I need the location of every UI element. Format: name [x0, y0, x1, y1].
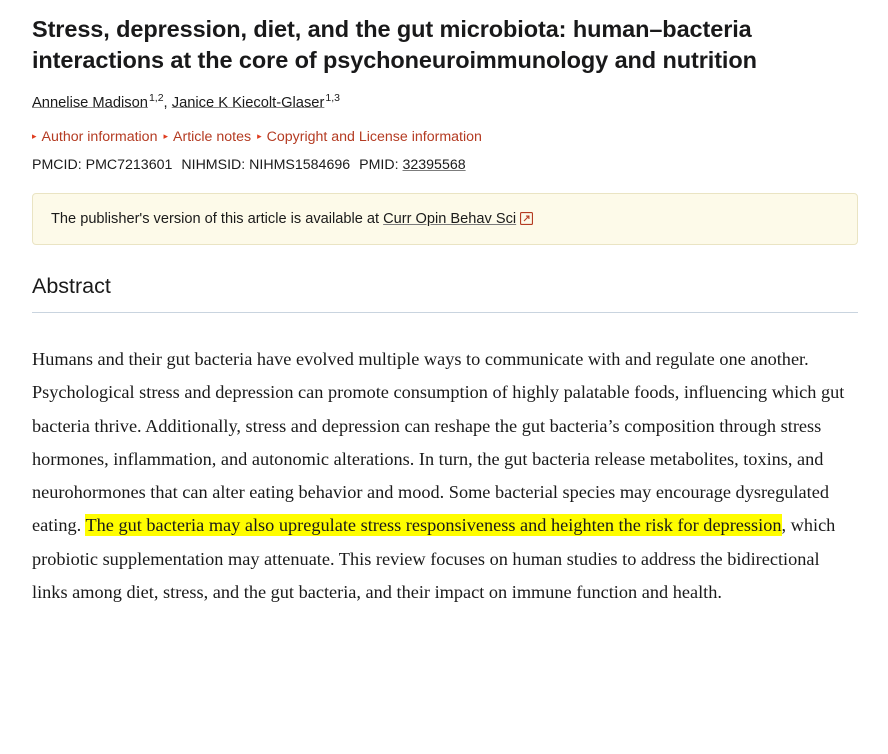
copyright-license-toggle[interactable]: [257, 127, 482, 148]
author-information-label: Author information: [41, 128, 158, 145]
notice-text: The publisher's version of this article is available at: [51, 210, 384, 227]
nihmsid-value: NIHMS1584696: [249, 157, 351, 174]
author-separator: ,: [163, 94, 172, 111]
external-link-icon[interactable]: [520, 211, 533, 231]
pmcid-value: PMC7213601: [85, 157, 173, 174]
author-affiliation-2: 1,3: [325, 91, 340, 104]
author-affiliation-1: 1,2: [148, 91, 164, 104]
meta-links-row: [32, 127, 858, 148]
pmid-label: PMID:: [359, 157, 399, 174]
nihmsid-label: NIHMSID:: [181, 157, 246, 174]
author-link-2[interactable]: Janice K Kiecolt-Glaser: [171, 94, 325, 111]
copyright-license-label: Copyright and License information: [266, 128, 482, 145]
caret-right-icon: ▸: [163, 131, 168, 142]
section-divider: [32, 312, 858, 313]
pmid-link[interactable]: 32395568: [402, 157, 466, 174]
abstract-text: [32, 343, 858, 609]
abstract-part-2: , which probiotic supplementation may attenuate. This review focuses on human studies to address the bidirectional links among diet, stress, and the gut bacteria, and their impact on immune function and health.: [32, 515, 836, 603]
page-title: Stress, depression, diet, and the gut microbiota: human–bacteria interactions at the core of psychoneuroimmunology and nutrition: [32, 16, 757, 74]
pmcid-label: PMCID:: [32, 157, 82, 174]
author-information-toggle[interactable]: [32, 127, 157, 148]
article-notes-label: Article notes: [173, 128, 252, 145]
identifiers-row: [32, 155, 858, 176]
author-link-1[interactable]: Annelise Madison: [32, 94, 148, 111]
abstract-heading: Abstract: [32, 273, 111, 298]
author-list: [32, 91, 858, 113]
article-notes-toggle[interactable]: [163, 127, 251, 148]
abstract-part-1: Humans and their gut bacteria have evolved multiple ways to communicate with and regulate one another. Psychological stress and depression can promote consumption of highly palatable foods, influencing which gut bacteria thrive. Additionally, stress and depression can reshape the gut bacteria’s composition through stress hormones, inflammation, and autonomic alterations. In turn, the gut bacteria release metabolites, toxins, and neurohormones that can alter eating behavior and mood. Some bacterial species may encourage dysregulated eating.: [32, 348, 845, 536]
caret-right-icon: ▸: [32, 131, 37, 142]
publisher-journal-link[interactable]: Curr Opin Behav Sci: [383, 210, 517, 227]
publisher-version-notice: [32, 193, 858, 245]
caret-right-icon: ▸: [257, 131, 262, 142]
highlighted-passage: The gut bacteria may also upregulate stress responsiveness and heighten the risk for depression: [85, 515, 782, 536]
